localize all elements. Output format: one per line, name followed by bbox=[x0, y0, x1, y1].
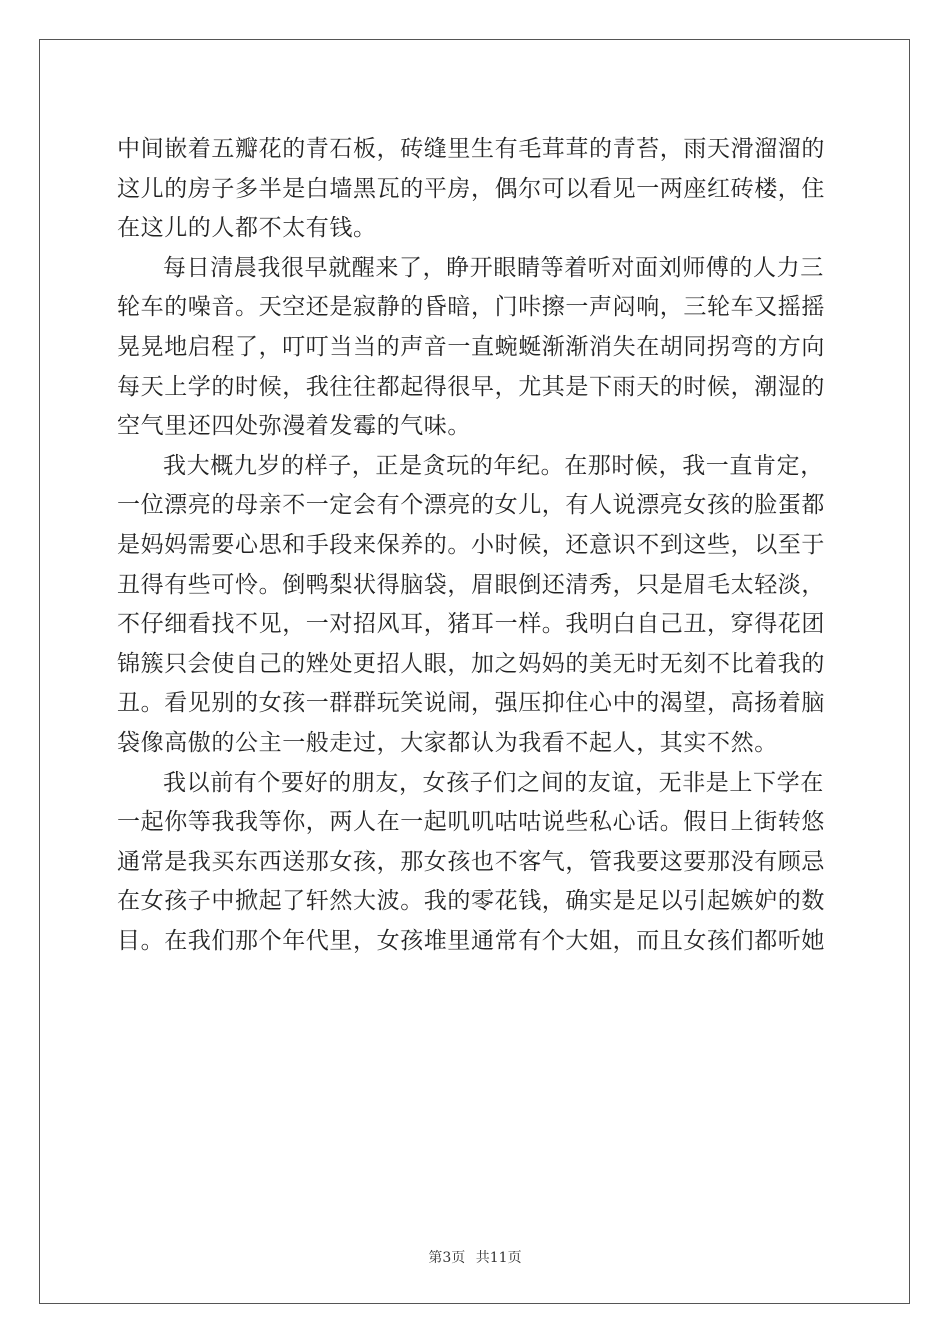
text-line: 锦簇只会使自己的矬处更招人眼，加之妈妈的美无时无刻不比着我的 bbox=[117, 650, 825, 677]
text-line: 目。在我们那个年代里，女孩堆里通常有个大姐，而且女孩们都听她 bbox=[117, 927, 825, 954]
text-line: 中间嵌着五瓣花的青石板，砖缝里生有毛茸茸的青苔，雨天滑溜溜的 bbox=[117, 136, 825, 162]
document-body bbox=[117, 130, 833, 961]
page-number: 第3页 bbox=[428, 1250, 466, 1266]
text-line: 我大概九岁的样子，正是贪玩的年纪。在那时候，我一直肯定， bbox=[163, 452, 824, 479]
text-line: 在这儿的人都不太有钱。 bbox=[117, 215, 377, 242]
text-line: 每天上学的时候，我往往都起得很早，尤其是下雨天的时候，潮湿的 bbox=[117, 373, 825, 400]
text-line: 袋像高傲的公主一般走过，大家都认为我看不起人，其实不然。 bbox=[117, 729, 778, 756]
page-total: 共11页 bbox=[475, 1250, 522, 1266]
text-line: 这儿的房子多半是白墙黑瓦的平房，偶尔可以看见一两座红砖楼，住 bbox=[117, 175, 825, 202]
text-line: 轮车的噪音。天空还是寂静的昏暗，门咔擦一声闷响，三轮车又摇摇 bbox=[117, 294, 825, 321]
text-line: 丑。看见别的女孩一群群玩笑说闹，强压抑住心中的渴望，高扬着脑 bbox=[117, 690, 825, 717]
text-line: 在女孩子中掀起了轩然大波。我的零花钱，确实是足以引起嫉妒的数 bbox=[117, 888, 825, 915]
text-line: 空气里还四处弥漫着发霉的气味。 bbox=[117, 413, 471, 440]
text-line: 是妈妈需要心思和手段来保养的。小时候，还意识不到这些，以至于 bbox=[117, 531, 825, 558]
text-line: 丑得有些可怜。倒鸭梨状得脑袋，眉眼倒还清秀，只是眉毛太轻淡， bbox=[117, 571, 825, 598]
text-line: 一位漂亮的母亲不一定会有个漂亮的女儿，有人说漂亮女孩的脸蛋都 bbox=[117, 492, 825, 519]
text-line: 每日清晨我很早就醒来了，睁开眼睛等着听对面刘师傅的人力三 bbox=[163, 254, 824, 281]
text-line: 晃晃地启程了，叮叮当当的声音一直蜿蜒渐渐消失在胡同拐弯的方向 bbox=[117, 333, 825, 360]
text-line: 不仔细看找不见，一对招风耳，猪耳一样。我明白自己丑，穿得花团 bbox=[117, 611, 825, 638]
text-line: 通常是我买东西送那女孩，那女孩也不客气，管我要这要那没有顾忌 bbox=[117, 848, 825, 875]
text-line: 我以前有个要好的朋友，女孩子们之间的友谊，无非是上下学在 bbox=[163, 769, 824, 796]
text-line: 一起你等我我等你，两人在一起叽叽咕咕说些私心话。假日上街转悠 bbox=[117, 809, 825, 836]
page-footer bbox=[0, 1247, 950, 1267]
